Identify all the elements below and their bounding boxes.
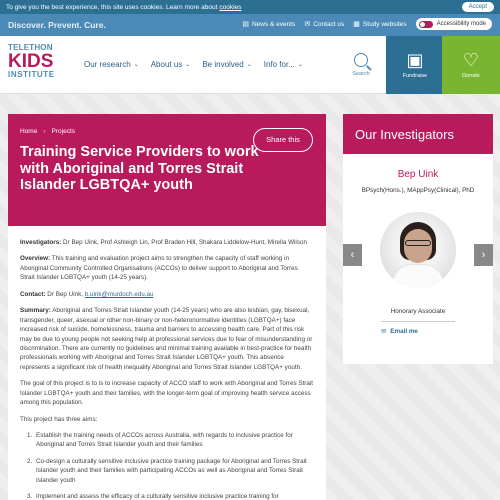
breadcrumb-home[interactable]: Home [20, 128, 38, 135]
contact-us-label: Contact us [313, 20, 345, 28]
donate-label: Donate [462, 73, 480, 79]
carousel-next-button[interactable] [474, 244, 493, 266]
email-me-label: Email me [390, 328, 418, 335]
summary-paragraph [20, 306, 314, 372]
nav-label: Info for... [263, 60, 295, 69]
study-websites-link[interactable] [353, 20, 406, 28]
chevron-right-icon: › [481, 249, 486, 261]
investigators-label: Investigators: [20, 239, 62, 246]
nav-label: Be involved [202, 60, 244, 69]
summary-label: Summary: [20, 307, 51, 315]
study-websites-label: Study websites [362, 20, 407, 28]
list-item: 1. Establish the training needs of ACCOs across Australia, with regards to inclusive practice for Aboriginal and Torres Strait Islander youth and their families [34, 431, 314, 450]
grid-icon: ▦ [353, 21, 360, 28]
accept-cookies-button[interactable]: Accept [462, 2, 494, 12]
article-body [8, 226, 326, 500]
carousel-prev-button[interactable] [343, 244, 362, 266]
search-button[interactable] [340, 36, 382, 94]
mail-icon: ✉ [304, 21, 311, 28]
chevron-down-icon: ⌄ [133, 62, 139, 68]
logo-line-1: TELETHON [8, 43, 53, 52]
cookie-banner [0, 0, 500, 14]
logo-line-3: INSTITUTE [8, 70, 55, 79]
aims-intro: This project has three aims: [20, 415, 98, 423]
nav-info-for[interactable] [264, 60, 303, 69]
mail-icon: ✉ [381, 328, 387, 335]
utility-links [242, 18, 492, 30]
chevron-down-icon: ⌄ [185, 62, 191, 68]
breadcrumb-projects[interactable]: Projects [51, 128, 75, 135]
article-hero [8, 114, 326, 226]
search-icon [354, 53, 368, 67]
cookie-text: To give you the best experience, this site uses cookies. Learn more about [6, 3, 218, 11]
contact-email-link[interactable]: b.uink@murdoch.edu.au [84, 290, 154, 298]
cookie-link[interactable]: cookies [219, 3, 242, 11]
nav-label: Our research [84, 60, 131, 69]
donate-button[interactable] [442, 36, 500, 94]
nav-be-involved[interactable] [202, 60, 251, 69]
list-item: 3. Implement and assess the efficacy of a culturally sensitive inclusive practice training for [34, 492, 314, 500]
utility-bar [0, 14, 500, 36]
chevron-down-icon: ⌄ [297, 62, 303, 68]
site-logo[interactable] [8, 44, 60, 79]
accessibility-label: Accessibility mode [436, 21, 486, 27]
logo-kids-text: KIDS [8, 51, 54, 72]
investigator-qualifications: BPsych(Hons.), MAppPsy(Clinical), PhD [361, 187, 475, 194]
search-label: Search [352, 71, 370, 77]
chevron-left-icon: ‹ [350, 249, 355, 261]
project-article [8, 114, 326, 500]
newspaper-icon: ▤ [242, 21, 249, 28]
accessibility-toggle[interactable] [416, 18, 492, 30]
news-events-link[interactable] [242, 20, 295, 28]
nav-our-research[interactable] [84, 60, 139, 69]
aims-list [34, 431, 314, 500]
nav-about-us[interactable] [151, 60, 191, 69]
main-nav [84, 60, 303, 69]
contact-label: Contact: [20, 290, 46, 298]
list-item: 2. Co-design a culturally sensitive inclusive practice training package for Aboriginal and Torres Strait Islander youth and their families with participating ACCOs as well as Aboriginal and Torres Strait Islander youth [34, 457, 314, 485]
fundraise-label: Fundraise [402, 73, 428, 79]
fundraise-button[interactable] [386, 36, 444, 94]
investigators-paragraph [20, 238, 314, 247]
heart-icon: ♡ [462, 50, 480, 70]
summary-text: Aboriginal and Torres Strait Islander youth (14-25 years) who are also lesbian, gay, bisexual, transgender, queer, asexual or other non-binary or non-heteronormative identities (LGBTQA+) face increased risk of suicide, homelessness, trauma and barriers to accessing health care. Part of this risk may be due to young people not seeking help at professional services due to fear of misunderstanding or discrimination. There are currently no guidelines and minimal training available in best-practice for health professionals working with Aboriginal and Torres Strait Islander LGBTQA+ youth. This absence represents a significant risk of health inequality Aboriginal and Torres Strait Islander LGBTQA+ youth. [20, 307, 313, 371]
logo-line-2 [8, 52, 60, 71]
email-me-link[interactable] [381, 328, 418, 335]
overview-paragraph [20, 254, 314, 282]
panel-heading: Our Investigators [343, 114, 493, 154]
tagline: Discover. Prevent. Cure. [8, 20, 106, 30]
avatar [380, 212, 456, 288]
news-events-label: News & events [251, 20, 296, 28]
overview-label: Overview: [20, 255, 51, 263]
investigators-text: Dr Bep Uink, Prof Ashleigh Lin, Prof Braden Hill, Shakara Liddelow-Hunt, Mirella Wilson [61, 239, 307, 246]
goal-paragraph: The goal of this project is to is to increase capacity of ACCO staff to work with Aboriginal and Torres Strait Islander LGBTQA+ youth and their families, with the longer-term goal of improving health service access among this population. [20, 380, 314, 407]
investigators-panel [343, 114, 493, 364]
nav-label: About us [150, 60, 183, 69]
breadcrumb-separator: › [43, 128, 46, 135]
breadcrumb [20, 128, 75, 135]
investigator-role: Honorary Associate [390, 308, 446, 315]
contact-us-link[interactable] [304, 20, 344, 28]
overview-text: This training and evaluation project aims to strengthen the capacity of staff working in Aboriginal Community Controlled Organisations (ACCOs) to deliver support to Aboriginal and Torres Strait Islander LGBTQA+ youth (14-25 years). [20, 255, 298, 282]
fundraise-icon: ▣ [406, 50, 424, 70]
contact-paragraph [20, 290, 314, 299]
investigator-name: Bep Uink [397, 169, 439, 180]
toggle-switch-icon [419, 21, 433, 28]
contact-name: Dr Bep Uink, [45, 290, 85, 298]
chevron-down-icon: ⌄ [246, 62, 252, 68]
divider [381, 321, 455, 322]
site-header [0, 36, 500, 94]
page-title: Training Service Providers to work with Aboriginal and Torres Strait Islander LGBTQA+ youth [20, 144, 259, 194]
share-button[interactable]: Share this [253, 128, 313, 152]
